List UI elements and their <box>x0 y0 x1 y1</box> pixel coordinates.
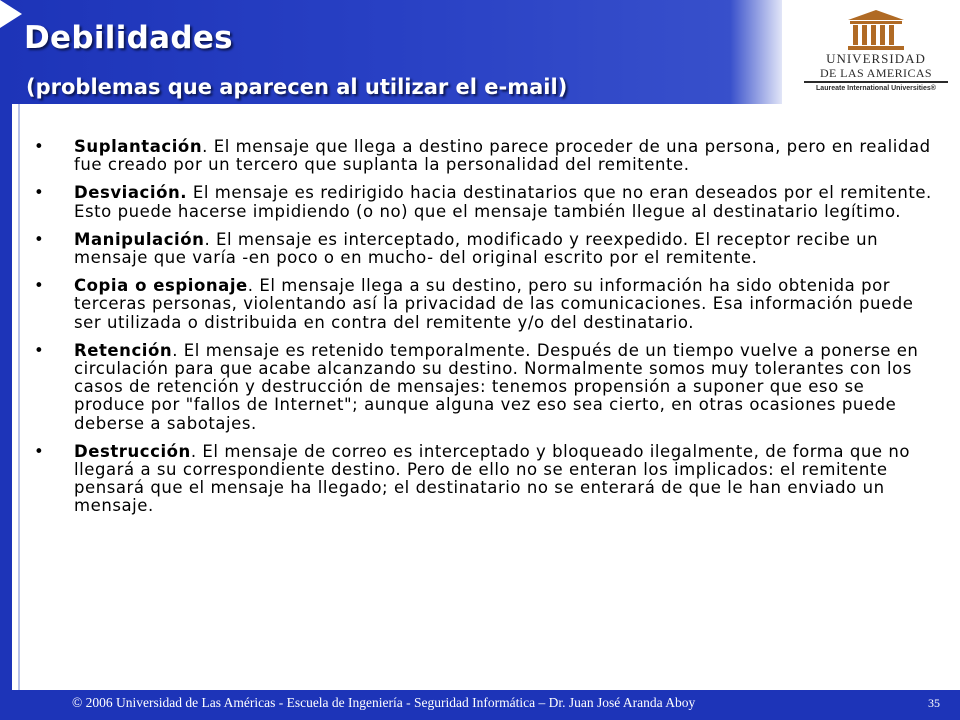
logo-text-line3: Laureate International Universities® <box>816 85 936 92</box>
bullet-text: El mensaje es interceptado, modificado y reexpedido. El receptor recibe un mensaje que varía -en poco o en mucho- del original escrito por el remitente. <box>74 229 879 268</box>
bullet-dot-icon: • <box>34 183 45 203</box>
bullet-dot-icon: • <box>34 340 45 360</box>
bullet-dot-icon: • <box>34 229 45 249</box>
bullet-text: El mensaje llega a su destino, pero su información ha sido obtenida por terceras personas, violentando así la privacidad de las comunicaciones. Esa información puede ser utilizada o distribuida en contra del remitente y/o del destinatario. <box>74 276 914 332</box>
bullet-dot-icon: • <box>34 441 45 461</box>
bullet-destruccion <box>34 443 934 516</box>
bullet-term: Desviación. <box>74 183 188 203</box>
logo-text-line2: DE LAS AMERICAS <box>819 66 932 80</box>
logo-rule <box>804 81 948 83</box>
bullet-separator: . <box>190 441 197 461</box>
bullet-text: El mensaje de correo es interceptado y bloqueado ilegalmente, de forma que no llegará a su correspondiente destino. Pero de ello no se enteran los implicados: el remitente pensará que el mensaje ha llegado; el destinatario no se enterará de que le han enviado un mensaje. <box>74 441 911 516</box>
bullet-list <box>34 138 934 526</box>
bullet-text: El mensaje que llega a destino parece proceder de una persona, pero en realidad fue creado por un tercero que suplanta la personalidad del remitente. <box>74 137 931 175</box>
bullet-desviacion <box>34 184 934 220</box>
bullet-separator: . <box>204 229 211 249</box>
university-logo <box>800 8 952 98</box>
bullet-text: El mensaje es retenido temporalmente. Después de un tiempo vuelve a ponerse en circulación para que acabe alcanzando su destino. Normalmente somos muy tolerantes con los casos de retención y destrucción de mensajes: tenemos propensión a suponer que eso se produce por "fallos de Internet"; aunque alguna vez eso sea cierto, en otras ocasiones puede deberse a sabotajes. <box>74 340 919 433</box>
left-side-bar <box>0 104 12 690</box>
bullet-dot-icon: • <box>34 137 45 156</box>
bullet-term: Manipulación <box>74 229 205 249</box>
bullet-dot-icon: • <box>34 276 45 296</box>
bullet-separator: . <box>202 137 208 156</box>
bullet-retencion <box>34 342 934 433</box>
bullet-term: Copia o espionaje <box>74 276 248 296</box>
columned-building-icon <box>846 8 906 52</box>
logo-text-line1: UNIVERSIDAD <box>826 51 926 66</box>
header-fade <box>730 0 782 104</box>
bullet-manipulacion <box>34 231 934 267</box>
bullet-term: Suplantación <box>74 137 203 156</box>
page-number: 35 <box>928 696 940 710</box>
bullet-separator: . <box>172 340 178 360</box>
footer-copyright: © 2006 Universidad de Las Américas - Escuela de Ingeniería - Seguridad Informática – Dr. Juan José Aranda Aboy <box>72 695 696 710</box>
left-side-line <box>18 104 20 690</box>
bullet-term: Destrucción <box>74 441 191 461</box>
bullet-text: El mensaje es redirigido hacia destinatarios que no eran deseados por el remitente. Esto puede hacerse impidiendo (o no) que el mensaje también llegue al destinatario legítimo. <box>74 183 932 221</box>
bullet-suplantacion <box>34 138 934 174</box>
slide-title: Debilidades <box>24 20 233 56</box>
bullet-separator: . <box>247 276 254 296</box>
slide-subtitle: (problemas que aparecen al utilizar el e-mail) <box>26 75 568 99</box>
corner-arrow-icon <box>0 0 22 28</box>
bullet-copia-espionaje <box>34 277 934 332</box>
bullet-term: Retención <box>74 340 173 360</box>
